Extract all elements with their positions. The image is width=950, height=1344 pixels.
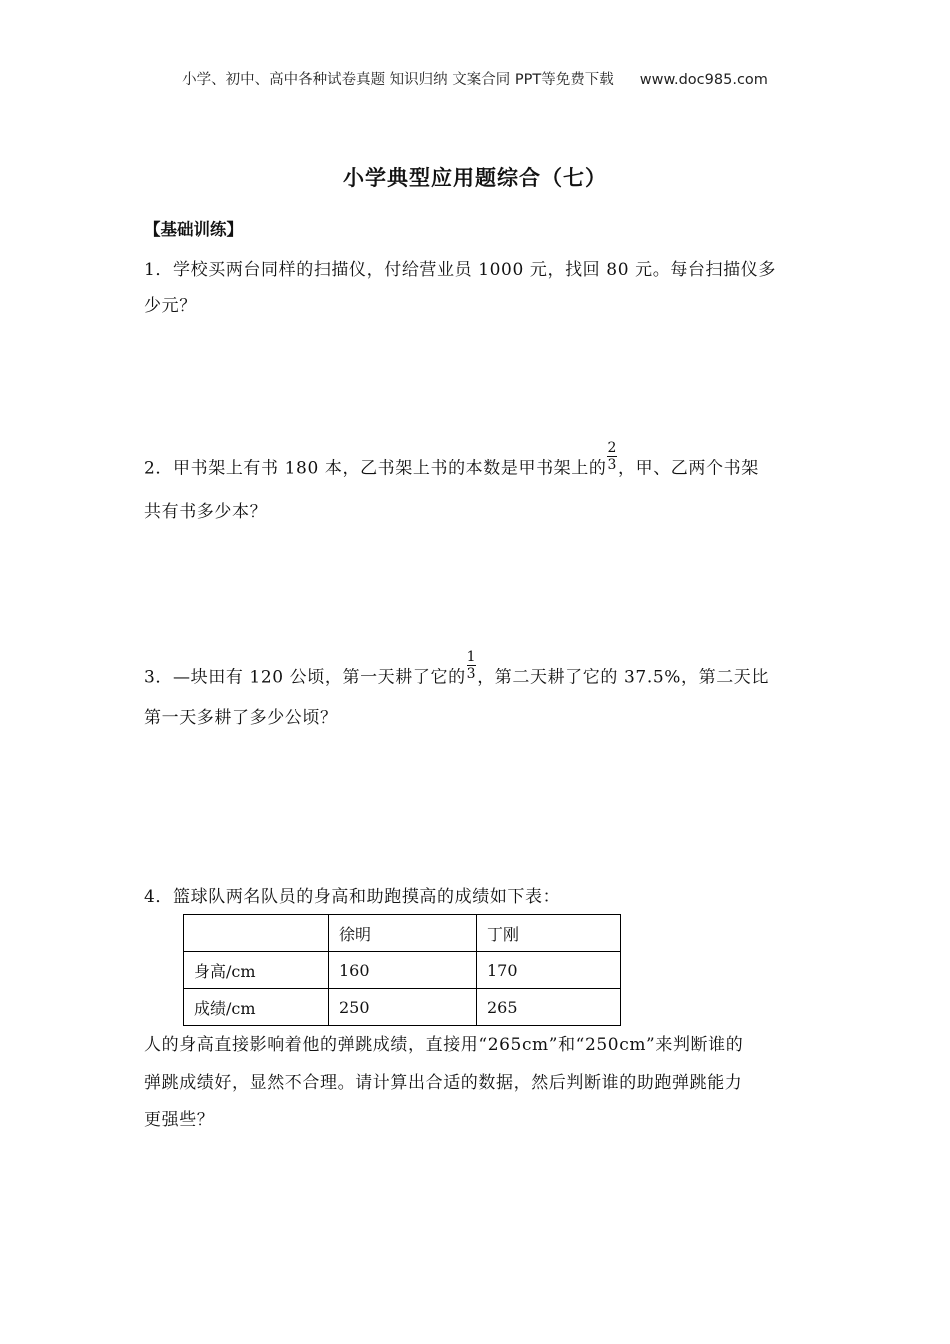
- question-3-text-after: ，第二天耕了它的 37.5%，第二天比: [477, 667, 769, 688]
- question-2-line-2: 共有书多少本？: [144, 502, 268, 522]
- table-header-row: [184, 915, 621, 952]
- question-4-line-3: 更强些？: [144, 1110, 215, 1130]
- question-2-text-after: ，甲、乙两个书架: [618, 458, 759, 479]
- question-3-line-1: [144, 649, 769, 694]
- fraction-numerator: 1: [466, 649, 477, 665]
- table-header-cell: 徐明: [329, 915, 477, 952]
- table-header-cell: 丁刚: [477, 915, 621, 952]
- table-row: [184, 989, 621, 1026]
- fraction-two-thirds: [607, 441, 617, 473]
- table-cell: 250: [329, 989, 477, 1026]
- table-cell: 身高/cm: [184, 952, 329, 989]
- question-3-text-before: 3．—块田有 120 公顷，第一天耕了它的: [144, 667, 466, 688]
- table-cell: 成绩/cm: [184, 989, 329, 1026]
- question-3-line-2: 第一天多耕了多少公顷？: [144, 708, 338, 728]
- question-2-line-1: [144, 440, 759, 485]
- question-4-line-2: 弹跳成绩好，显然不合理。请计算出合适的数据，然后判断谁的助跑弹跳能力: [144, 1073, 743, 1093]
- page-header: [0, 68, 950, 89]
- page-title: 小学典型应用题综合（七）: [343, 166, 607, 190]
- question-2-text-before: 2．甲书架上有书 180 本，乙书架上书的本数是甲书架上的: [144, 458, 607, 479]
- table-cell: 170: [477, 952, 621, 989]
- section-heading: 【基础训练】: [144, 220, 243, 239]
- fraction-denominator: 3: [466, 666, 477, 682]
- fraction-numerator: 2: [607, 440, 617, 456]
- table-row: [184, 952, 621, 989]
- header-site-link[interactable]: www.doc985.com: [639, 72, 768, 88]
- fraction-one-third: [467, 650, 477, 682]
- question-1-line-2: 少元？: [144, 296, 197, 316]
- table-cell: 160: [329, 952, 477, 989]
- scores-table: [183, 914, 621, 1026]
- question-4-intro: 4．篮球队两名队员的身高和助跑摸高的成绩如下表：: [144, 887, 561, 907]
- question-1-line-1: 1．学校买两台同样的扫描仪，付给营业员 1000 元，找回 80 元。每台扫描仪多: [144, 260, 776, 280]
- table-cell: 265: [477, 989, 621, 1026]
- question-4-line-1: 人的身高直接影响着他的弹跳成绩，直接用“265cm”和“250cm”来判断谁的: [144, 1035, 744, 1055]
- table-header-cell: [184, 915, 329, 952]
- fraction-denominator: 3: [607, 457, 617, 473]
- header-text: 小学、初中、高中各种试卷真题 知识归纳 文案合同 PPT等免费下载: [182, 72, 614, 88]
